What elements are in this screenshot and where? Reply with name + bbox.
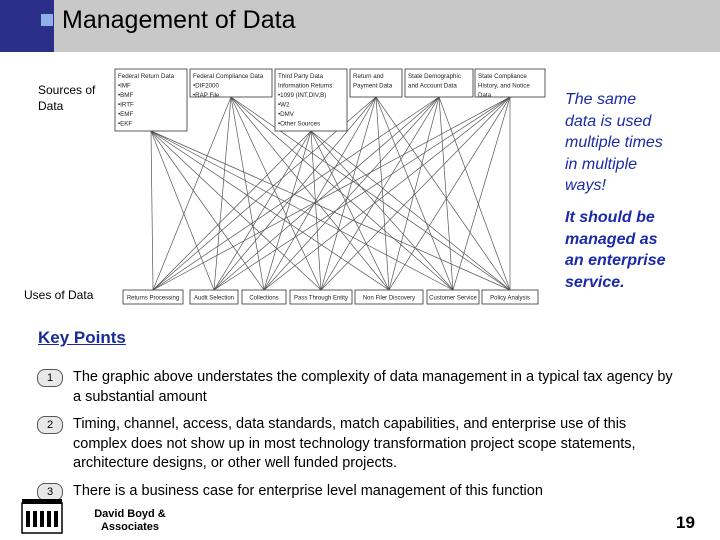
use-box-label: Policy Analysis <box>490 295 530 302</box>
source-boxes <box>115 69 545 131</box>
use-boxes <box>123 290 538 304</box>
sources-label-line: Sources of <box>38 83 96 97</box>
connection-line <box>311 131 510 290</box>
source-box-line: State Compliance <box>478 73 527 80</box>
company-name-line: Associates <box>100 521 160 533</box>
use-box <box>290 290 352 304</box>
slide-title: Management of Data <box>62 6 296 34</box>
note-same-data <box>565 89 705 197</box>
source-box-line: •RAP File <box>193 92 220 99</box>
use-box <box>355 290 423 304</box>
company-name <box>85 508 175 534</box>
key-point-text: The graphic above understates the complexity of data management in a typical tax agency by a substantial amount <box>73 369 673 405</box>
source-box-line: •EMF <box>118 111 134 118</box>
header-bullet-square <box>41 14 53 26</box>
source-box <box>350 69 402 97</box>
use-box-label: Audit Selection <box>193 295 235 302</box>
note-line: The same <box>565 91 637 108</box>
key-point-number: 3 <box>37 483 63 501</box>
company-logo-icon <box>20 497 66 537</box>
source-box-line: Third Party Data <box>278 73 324 80</box>
use-box-label: Non Filer Discovery <box>362 295 416 302</box>
source-box-line: •W2 <box>278 101 290 109</box>
note-line: multiple times <box>565 134 663 151</box>
connection-line <box>311 131 321 290</box>
company-name-line: David Boyd & <box>94 508 166 520</box>
connection-line <box>214 97 231 290</box>
use-box <box>123 290 183 304</box>
note-line: managed as <box>565 230 658 248</box>
source-box <box>275 69 347 131</box>
source-box-line: and Account Data <box>408 82 457 90</box>
source-box <box>115 69 187 131</box>
note-line: data is used <box>565 112 652 130</box>
source-box-line: Federal Return Data <box>118 73 175 80</box>
use-box <box>242 290 286 304</box>
source-box-line: •1099 (INT,DIV,B) <box>278 92 327 99</box>
sources-label <box>38 83 96 113</box>
source-box-line: •IRTF <box>118 101 134 109</box>
key-point-number: 1 <box>37 369 63 387</box>
data-flow-diagram <box>20 66 550 311</box>
note-line: an enterprise <box>565 252 666 269</box>
note-line: ways! <box>565 177 606 194</box>
use-box-label: Returns Processing <box>126 295 180 302</box>
use-box <box>427 290 479 304</box>
source-box-line: Return and <box>353 73 384 80</box>
source-box <box>405 69 473 97</box>
source-box-line: History, and Notice <box>478 82 530 90</box>
uses-label: Uses of Data <box>24 288 94 302</box>
note-line: service. <box>565 273 625 291</box>
use-box-label: Pass Through Entity <box>294 295 348 302</box>
source-box-line: •DMV <box>278 111 294 118</box>
page-number: 19 <box>676 513 695 532</box>
use-box <box>482 290 538 304</box>
key-points-title: Key Points <box>38 328 126 347</box>
source-box <box>190 69 272 99</box>
header-band <box>0 0 720 52</box>
source-box-line: •BMF <box>118 92 134 99</box>
source-box-line: Data <box>478 92 492 99</box>
note-line: It should be <box>565 209 655 226</box>
connection-line <box>311 131 389 290</box>
key-point-text: Timing, channel, access, data standards, match capabilities, and enterprise use of this complex does not show up in most technology transformation project scope statements, architecture designs, or other well funded projects. <box>73 416 636 471</box>
connection-line <box>214 97 510 290</box>
use-box-label: Collections <box>249 295 279 302</box>
source-box-line: •EKF <box>118 120 133 128</box>
source-box-line: Information Returns <box>278 82 333 90</box>
key-point-number: 2 <box>37 416 63 434</box>
source-box <box>475 69 545 99</box>
connection-line <box>214 131 311 290</box>
source-box-line: •IMF <box>118 82 131 90</box>
use-box-label: Customer Service <box>429 295 477 302</box>
connection-line <box>151 131 153 290</box>
source-box-line: Payment Data <box>353 82 393 90</box>
source-box-line: •Other Sources <box>278 120 321 128</box>
source-box-line: State Demographic <box>408 73 461 80</box>
connection-line <box>311 131 453 290</box>
note-enterprise-service <box>565 207 705 293</box>
use-box <box>190 290 238 304</box>
source-box-line: Federal Compliance Data <box>193 73 264 80</box>
connection-line <box>151 131 453 290</box>
source-box-line: •DIF2000 <box>193 82 219 90</box>
header-accent-bar <box>0 0 54 52</box>
sources-label-line: Data <box>38 99 64 113</box>
note-line: in multiple <box>565 155 638 173</box>
key-point-text: There is a business case for enterprise level management of this function <box>73 483 543 499</box>
